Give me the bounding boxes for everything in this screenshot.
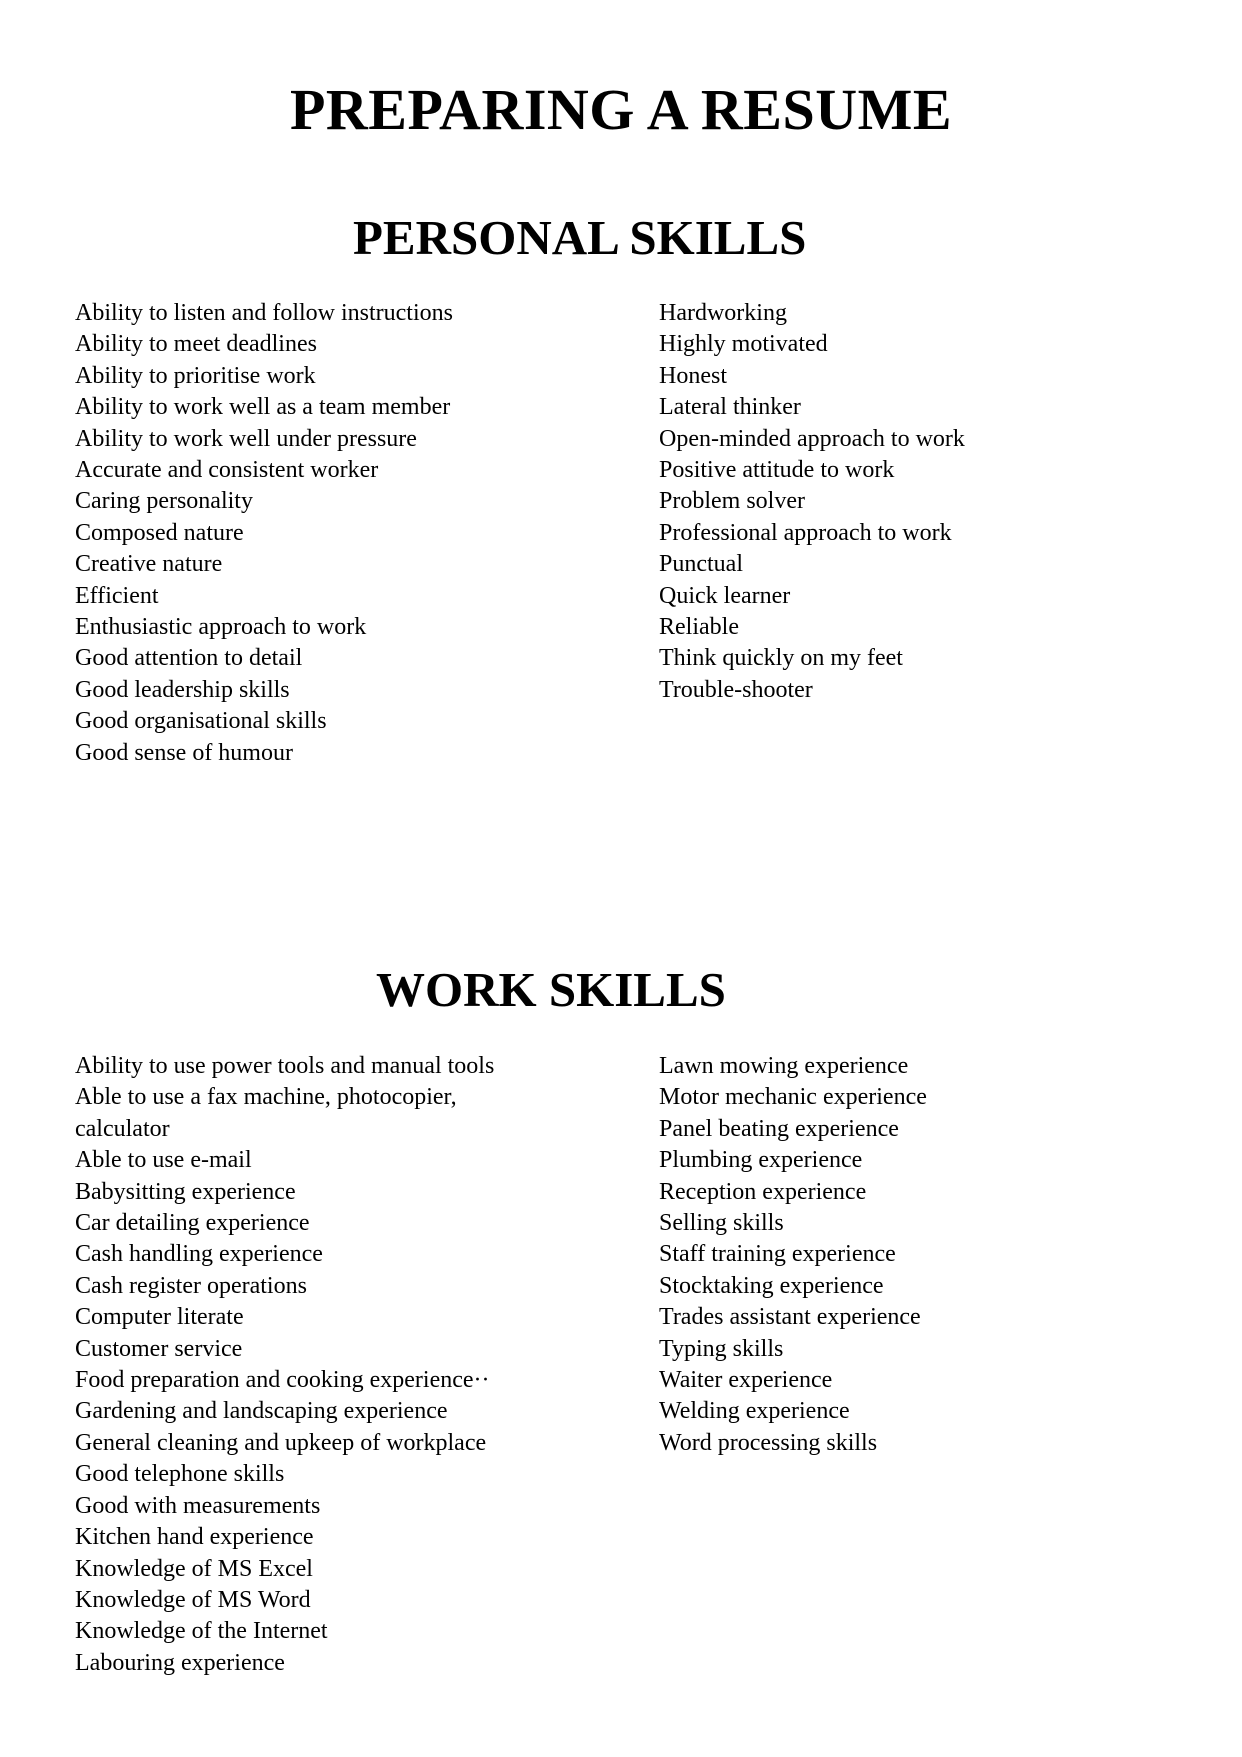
skill-item: Reliable (659, 614, 739, 641)
skill-item: Lawn mowing experience (659, 1053, 909, 1079)
skill-item: Good with measurements (75, 1492, 321, 1519)
skill-item: Quick learner (659, 582, 791, 609)
skill-item: Good attention to detail (75, 645, 303, 672)
skill-item: Selling skills (659, 1210, 784, 1237)
work-skills-heading: WORK SKILLS (376, 962, 726, 1017)
skill-item: Gardening and landscaping experience (75, 1398, 448, 1425)
skill-item: Professional approach to work (659, 519, 952, 546)
skill-item: Plumbing experience (659, 1147, 863, 1174)
skill-item: Car detailing experience (75, 1210, 310, 1237)
personal-skills-list-right (659, 298, 1219, 706)
skill-item: Computer literate (75, 1304, 244, 1331)
skill-item: Knowledge of MS Excel (75, 1555, 313, 1582)
skill-item: Ability to listen and follow instructions (75, 300, 453, 326)
skill-item: Ability to use power tools and manual tools (75, 1053, 495, 1079)
skill-item: Labouring experience (75, 1649, 285, 1676)
skill-item: Ability to prioritise work (75, 362, 316, 389)
skill-item: Stocktaking experience (659, 1272, 884, 1299)
skill-item: Enthusiastic approach to work (75, 614, 367, 641)
skill-item: Customer service (75, 1335, 243, 1362)
skill-item: Babysitting experience (75, 1178, 296, 1205)
skill-item: Problem solver (659, 488, 805, 515)
skill-item: Staff training experience (659, 1241, 896, 1268)
skill-item: Composed nature (75, 519, 244, 546)
skill-item: Creative nature (75, 551, 223, 578)
skill-item: Able to use e-mail (75, 1147, 252, 1174)
skill-item: Cash handling experience (75, 1241, 323, 1268)
skill-item: Cash register operations (75, 1272, 307, 1299)
personal-skills-list-left (75, 298, 635, 769)
work-skills-list-left (75, 1051, 555, 1679)
skill-item: Able to use a fax machine, photocopier, calculator (75, 1084, 457, 1142)
skill-item: General cleaning and upkeep of workplace (75, 1429, 487, 1456)
skill-item: Knowledge of the Internet (75, 1618, 328, 1645)
skill-item: Typing skills (659, 1335, 784, 1362)
skill-item: Good telephone skills (75, 1461, 285, 1488)
skill-item: Caring personality (75, 488, 253, 515)
page-title: PREPARING A RESUME (289, 77, 953, 142)
skill-item: Kitchen hand experience (75, 1524, 314, 1551)
skill-item: Efficient (75, 582, 159, 609)
skill-item: Waiter experience (659, 1367, 833, 1394)
skill-item: Positive attitude to work (659, 457, 895, 484)
skill-item: Ability to work well as a team member (75, 394, 451, 421)
work-skills-list-right (659, 1051, 1219, 1459)
skill-item: Open-minded approach to work (659, 425, 965, 452)
skill-item: Good sense of humour (75, 739, 293, 766)
skill-item: Food preparation and cooking experience·· (75, 1367, 490, 1394)
skill-item: Punctual (659, 551, 743, 578)
skill-item: Hardworking (659, 300, 787, 326)
skill-item: Ability to work well under pressure (75, 425, 417, 452)
skill-item: Welding experience (659, 1398, 850, 1425)
skill-item: Ability to meet deadlines (75, 331, 317, 358)
skill-item: Motor mechanic experience (659, 1084, 927, 1111)
skill-item: Think quickly on my feet (659, 645, 903, 672)
skill-item: Honest (659, 362, 727, 389)
personal-skills-heading: PERSONAL SKILLS (353, 210, 807, 265)
skill-item: Reception experience (659, 1178, 867, 1205)
skill-item: Lateral thinker (659, 394, 801, 421)
skill-item: Trouble-shooter (659, 676, 813, 703)
skill-item: Word processing skills (659, 1429, 878, 1456)
skill-item: Knowledge of MS Word (75, 1586, 311, 1613)
skill-item: Good organisational skills (75, 708, 327, 735)
skill-item: Good leadership skills (75, 676, 290, 703)
skill-item: Panel beating experience (659, 1115, 899, 1142)
skill-item: Highly motivated (659, 331, 828, 358)
skill-item: Accurate and consistent worker (75, 457, 379, 484)
skill-item: Trades assistant experience (659, 1304, 921, 1331)
